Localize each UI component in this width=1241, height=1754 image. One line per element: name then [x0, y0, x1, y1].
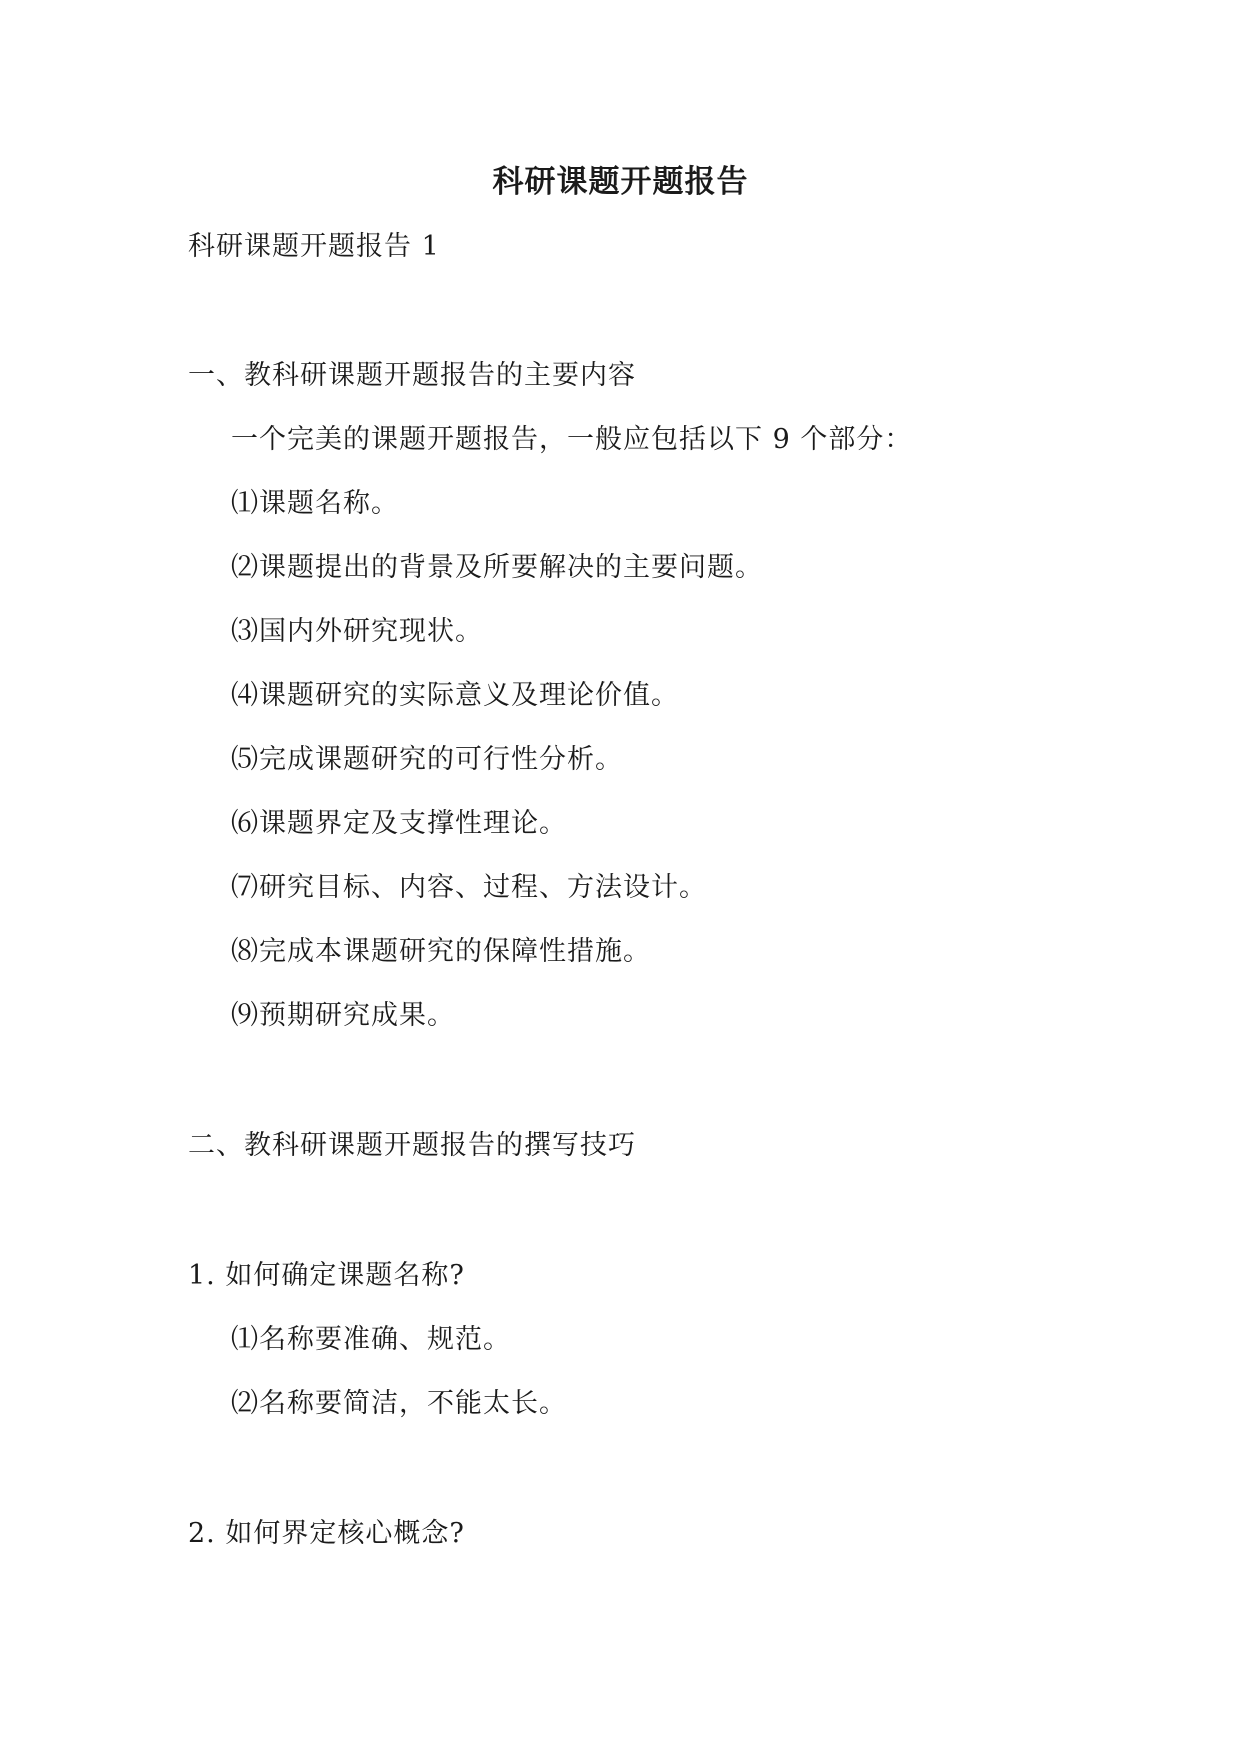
question-heading-core-concepts: 2. 如何界定核心概念? [188, 1518, 465, 1549]
document-title: 科研课题开题报告 [492, 164, 749, 200]
section-intro-paragraph: 一个完美的课题开题报告，一般应包括以下 9 个部分： [231, 424, 913, 455]
list-item: ⑼预期研究成果。 [231, 1000, 455, 1031]
list-item: ⑴名称要准确、规范。 [231, 1324, 511, 1355]
question-heading-topic-name: 1. 如何确定课题名称? [188, 1260, 465, 1291]
list-item: ⑵名称要简洁，不能太长。 [231, 1388, 567, 1419]
list-item: ⑻完成本课题研究的保障性措施。 [231, 936, 651, 967]
list-item: ⑺研究目标、内容、过程、方法设计。 [231, 872, 707, 903]
list-item: ⑶国内外研究现状。 [231, 616, 483, 647]
document-subtitle: 科研课题开题报告 1 [188, 231, 440, 262]
list-item: ⑵课题提出的背景及所要解决的主要问题。 [231, 552, 763, 583]
list-item: ⑴课题名称。 [231, 488, 399, 519]
section-heading-main-content: 一、教科研课题开题报告的主要内容 [188, 360, 636, 391]
list-item: ⑹课题界定及支撑性理论。 [231, 808, 567, 839]
list-item: ⑸完成课题研究的可行性分析。 [231, 744, 623, 775]
list-item: ⑷课题研究的实际意义及理论价值。 [231, 680, 679, 711]
section-heading-writing-skills: 二、教科研课题开题报告的撰写技巧 [188, 1130, 636, 1161]
